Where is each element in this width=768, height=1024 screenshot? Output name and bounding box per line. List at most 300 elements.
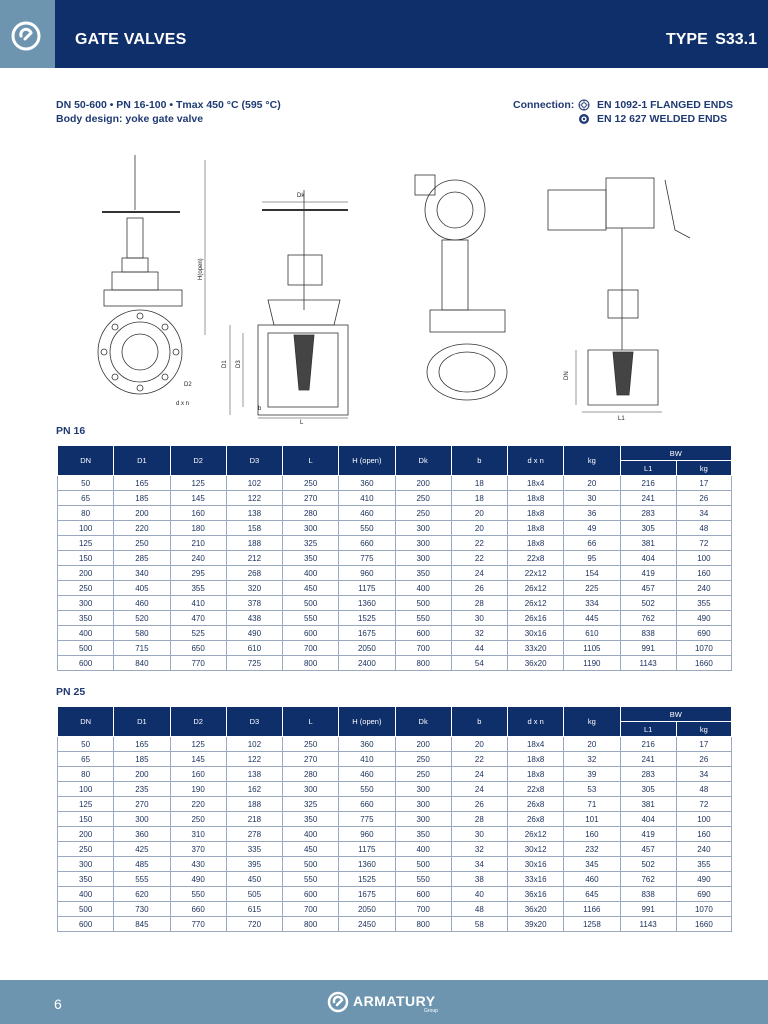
table-cell: 95 xyxy=(564,551,620,566)
table-cell: 525 xyxy=(170,626,226,641)
table-cell: 240 xyxy=(676,581,731,596)
table-cell: 1175 xyxy=(339,842,395,857)
table-cell: 650 xyxy=(170,641,226,656)
b-label: b xyxy=(258,406,262,412)
table-cell: 65 xyxy=(58,752,114,767)
table-cell: 550 xyxy=(170,887,226,902)
table-cell: 960 xyxy=(339,566,395,581)
table-cell: 240 xyxy=(170,551,226,566)
brand-name: ARMATURY xyxy=(353,993,436,1009)
table-cell: 370 xyxy=(170,842,226,857)
table-row xyxy=(58,797,732,812)
brand-sub: Group xyxy=(424,1008,438,1014)
table-cell: 53 xyxy=(564,782,620,797)
table-cell: 460 xyxy=(339,767,395,782)
table-cell: 30x12 xyxy=(508,842,564,857)
table-cell: 720 xyxy=(226,917,282,932)
table-cell: 26x12 xyxy=(508,596,564,611)
table-row xyxy=(58,641,732,656)
table-cell: 550 xyxy=(395,872,451,887)
flanged-ends-icon xyxy=(578,99,590,111)
table-cell: 350 xyxy=(283,551,339,566)
table-cell: 300 xyxy=(395,812,451,827)
welded-ends-icon xyxy=(578,113,590,125)
table-cell: 250 xyxy=(283,476,339,491)
table-row xyxy=(58,842,732,857)
table-cell: 72 xyxy=(676,536,731,551)
table-cell: 490 xyxy=(676,611,731,626)
table-cell: 395 xyxy=(226,857,282,872)
table-cell: 460 xyxy=(339,506,395,521)
table-cell: 610 xyxy=(564,626,620,641)
table-cell: 250 xyxy=(395,506,451,521)
col-header: kg xyxy=(564,446,620,476)
table-cell: 1175 xyxy=(339,581,395,596)
table-cell: 2050 xyxy=(339,641,395,656)
table-cell: 125 xyxy=(58,536,114,551)
table-row xyxy=(58,656,732,671)
table-cell: 345 xyxy=(564,857,620,872)
table-cell: 18x4 xyxy=(508,476,564,491)
pn25-label: PN 25 xyxy=(56,686,86,698)
table-cell: 122 xyxy=(226,752,282,767)
table-cell: 500 xyxy=(395,596,451,611)
table-cell: 1258 xyxy=(564,917,620,932)
page-number: 6 xyxy=(54,996,62,1012)
table-cell: 270 xyxy=(283,752,339,767)
table-cell: 250 xyxy=(170,812,226,827)
table-cell: 200 xyxy=(114,506,170,521)
table-cell: 18x8 xyxy=(508,506,564,521)
table-cell: 26 xyxy=(676,752,731,767)
table-cell: 33x20 xyxy=(508,641,564,656)
table-cell: 1143 xyxy=(620,656,676,671)
table-cell: 188 xyxy=(226,797,282,812)
table-cell: 200 xyxy=(58,566,114,581)
table-cell: 300 xyxy=(395,797,451,812)
table-cell: 26x12 xyxy=(508,827,564,842)
table-cell: 30 xyxy=(451,827,507,842)
col-header: L xyxy=(283,707,339,737)
col-header: L xyxy=(283,446,339,476)
table-cell: 450 xyxy=(283,581,339,596)
table-cell: 250 xyxy=(283,737,339,752)
col-header: DN xyxy=(58,446,114,476)
table-cell: 72 xyxy=(676,797,731,812)
table-cell: 22 xyxy=(451,752,507,767)
table-cell: 240 xyxy=(676,842,731,857)
table-cell: 334 xyxy=(564,596,620,611)
table-cell: 160 xyxy=(170,506,226,521)
side-section-drawing xyxy=(222,190,348,425)
table-cell: 26 xyxy=(676,491,731,506)
d3-label: D3 xyxy=(236,360,242,368)
table-cell: 36x20 xyxy=(508,656,564,671)
table-cell: 300 xyxy=(114,812,170,827)
table-cell: 845 xyxy=(114,917,170,932)
col-header: D2 xyxy=(170,707,226,737)
col-header: d x n xyxy=(508,707,564,737)
table-cell: 58 xyxy=(451,917,507,932)
table-cell: 65 xyxy=(58,491,114,506)
table-cell: 520 xyxy=(114,611,170,626)
table-cell: 600 xyxy=(283,626,339,641)
table-cell: 24 xyxy=(451,566,507,581)
table-cell: 270 xyxy=(114,797,170,812)
table-cell: 250 xyxy=(395,752,451,767)
table-cell: 34 xyxy=(676,506,731,521)
table-cell: 34 xyxy=(451,857,507,872)
table-cell: 310 xyxy=(170,827,226,842)
table-cell: 20 xyxy=(451,506,507,521)
table-cell: 36x20 xyxy=(508,902,564,917)
table-cell: 32 xyxy=(451,842,507,857)
table-cell: 419 xyxy=(620,827,676,842)
table-cell: 300 xyxy=(395,521,451,536)
pn16-label: PN 16 xyxy=(56,425,86,437)
table-cell: 300 xyxy=(283,782,339,797)
col-header: b xyxy=(451,707,507,737)
col-header: Dk xyxy=(395,707,451,737)
table-row xyxy=(58,857,732,872)
table-cell: 138 xyxy=(226,767,282,782)
pn16-table xyxy=(57,445,732,671)
table-cell: 18 xyxy=(451,476,507,491)
table-cell: 220 xyxy=(114,521,170,536)
col-header: D2 xyxy=(170,446,226,476)
table-cell: 138 xyxy=(226,506,282,521)
table-cell: 102 xyxy=(226,476,282,491)
table-cell: 445 xyxy=(564,611,620,626)
table-cell: 1070 xyxy=(676,641,731,656)
table-cell: 33x16 xyxy=(508,872,564,887)
table-cell: 457 xyxy=(620,581,676,596)
table-cell: 150 xyxy=(58,551,114,566)
table-cell: 36 xyxy=(564,506,620,521)
table-cell: 1360 xyxy=(339,857,395,872)
table-cell: 26x8 xyxy=(508,797,564,812)
table-row xyxy=(58,917,732,932)
table-cell: 500 xyxy=(283,596,339,611)
table-cell: 190 xyxy=(170,782,226,797)
table-cell: 700 xyxy=(395,641,451,656)
table-cell: 125 xyxy=(170,476,226,491)
table-cell: 50 xyxy=(58,737,114,752)
table-cell: 770 xyxy=(170,656,226,671)
table-cell: 381 xyxy=(620,797,676,812)
table-cell: 300 xyxy=(395,536,451,551)
d1-label: D1 xyxy=(222,360,228,368)
table-cell: 188 xyxy=(226,536,282,551)
col-header: D1 xyxy=(114,446,170,476)
table-cell: 400 xyxy=(395,581,451,596)
table-cell: 1675 xyxy=(339,626,395,641)
table-cell: 438 xyxy=(226,611,282,626)
table-cell: 2400 xyxy=(339,656,395,671)
table-cell: 762 xyxy=(620,611,676,626)
table-cell: 600 xyxy=(58,656,114,671)
table-cell: 350 xyxy=(58,611,114,626)
table-cell: 450 xyxy=(283,842,339,857)
table-cell: 38 xyxy=(451,872,507,887)
brand-logo xyxy=(326,990,456,1016)
table-cell: 165 xyxy=(114,476,170,491)
spec-line-2: Body design: yoke gate valve xyxy=(56,113,204,125)
table-cell: 490 xyxy=(226,626,282,641)
armatury-logo-icon xyxy=(326,990,350,1014)
table-cell: 250 xyxy=(58,842,114,857)
table-cell: 1105 xyxy=(564,641,620,656)
table-cell: 1190 xyxy=(564,656,620,671)
table-cell: 430 xyxy=(170,857,226,872)
table-cell: 20 xyxy=(451,737,507,752)
table-cell: 241 xyxy=(620,491,676,506)
footer xyxy=(0,980,768,1024)
table-cell: 200 xyxy=(58,827,114,842)
table-cell: 30x16 xyxy=(508,857,564,872)
table-cell: 150 xyxy=(58,812,114,827)
table-cell: 550 xyxy=(339,782,395,797)
table-cell: 360 xyxy=(339,737,395,752)
table-cell: 800 xyxy=(283,656,339,671)
table-cell: 100 xyxy=(58,521,114,536)
table-cell: 457 xyxy=(620,842,676,857)
table-row xyxy=(58,767,732,782)
col-header: kg xyxy=(564,707,620,737)
table-cell: 355 xyxy=(676,596,731,611)
table-cell: 505 xyxy=(226,887,282,902)
table-row xyxy=(58,566,732,581)
table-cell: 20 xyxy=(564,737,620,752)
h-open-label: H(open) xyxy=(198,258,204,280)
table-cell: 1070 xyxy=(676,902,731,917)
table-cell: 66 xyxy=(564,536,620,551)
table-cell: 100 xyxy=(676,551,731,566)
table-cell: 460 xyxy=(564,872,620,887)
table-cell: 800 xyxy=(395,656,451,671)
table-cell: 22x8 xyxy=(508,551,564,566)
table-cell: 725 xyxy=(226,656,282,671)
table-row xyxy=(58,551,732,566)
table-cell: 18x8 xyxy=(508,752,564,767)
table-cell: 39x20 xyxy=(508,917,564,932)
table-cell: 300 xyxy=(58,857,114,872)
table-cell: 102 xyxy=(226,737,282,752)
table-cell: 690 xyxy=(676,887,731,902)
table-cell: 335 xyxy=(226,842,282,857)
table-cell: 154 xyxy=(564,566,620,581)
table-cell: 250 xyxy=(114,536,170,551)
table-cell: 17 xyxy=(676,476,731,491)
col-header: d x n xyxy=(508,446,564,476)
col-header: kg xyxy=(676,722,731,737)
table-cell: 355 xyxy=(676,857,731,872)
spec-block xyxy=(56,98,281,126)
table-row xyxy=(58,827,732,842)
table-cell: 355 xyxy=(170,581,226,596)
table-cell: 216 xyxy=(620,476,676,491)
table-cell: 381 xyxy=(620,536,676,551)
table-cell: 350 xyxy=(58,872,114,887)
connection-flanged-text: EN 1092-1 FLANGED ENDS xyxy=(597,99,733,111)
table-cell: 419 xyxy=(620,566,676,581)
table-cell: 278 xyxy=(226,827,282,842)
table-cell: 490 xyxy=(676,872,731,887)
table-cell: 600 xyxy=(395,626,451,641)
table-cell: 160 xyxy=(564,827,620,842)
table-cell: 490 xyxy=(170,872,226,887)
dxn-label: d x n xyxy=(176,401,190,407)
table-cell: 2050 xyxy=(339,902,395,917)
table-cell: 44 xyxy=(451,641,507,656)
bw-group-header: BW xyxy=(620,446,732,461)
spec-line-1: DN 50-600 • PN 16-100 • Tmax 450 °C (595 °C) xyxy=(56,99,281,111)
col-header: DN xyxy=(58,707,114,737)
table-cell: 18x4 xyxy=(508,737,564,752)
table-row xyxy=(58,887,732,902)
actuated-front-view-drawing xyxy=(415,175,507,400)
table-cell: 400 xyxy=(283,566,339,581)
table-cell: 660 xyxy=(339,797,395,812)
table-cell: 48 xyxy=(676,521,731,536)
table-cell: 350 xyxy=(395,827,451,842)
table-cell: 502 xyxy=(620,596,676,611)
table-cell: 101 xyxy=(564,812,620,827)
table-cell: 700 xyxy=(283,641,339,656)
table-cell: 28 xyxy=(451,812,507,827)
table-cell: 18x8 xyxy=(508,491,564,506)
table-cell: 280 xyxy=(283,767,339,782)
table-cell: 550 xyxy=(339,521,395,536)
table-cell: 1525 xyxy=(339,872,395,887)
table-cell: 450 xyxy=(226,872,282,887)
col-header: kg xyxy=(676,461,731,476)
table-cell: 18x8 xyxy=(508,521,564,536)
table-row xyxy=(58,752,732,767)
table-cell: 840 xyxy=(114,656,170,671)
dn-label: DN xyxy=(564,371,570,380)
col-header: Dk xyxy=(395,446,451,476)
table-cell: 122 xyxy=(226,491,282,506)
table-cell: 50 xyxy=(58,476,114,491)
table-row xyxy=(58,596,732,611)
table-cell: 838 xyxy=(620,887,676,902)
technical-drawings xyxy=(90,150,730,425)
table-row xyxy=(58,611,732,626)
table-row xyxy=(58,491,732,506)
table-cell: 200 xyxy=(395,737,451,752)
table-cell: 775 xyxy=(339,551,395,566)
table-cell: 26x16 xyxy=(508,611,564,626)
table-cell: 378 xyxy=(226,596,282,611)
table-cell: 24 xyxy=(451,782,507,797)
table-cell: 460 xyxy=(114,596,170,611)
table-cell: 160 xyxy=(676,827,731,842)
table-cell: 400 xyxy=(58,626,114,641)
table-cell: 991 xyxy=(620,902,676,917)
table-cell: 700 xyxy=(283,902,339,917)
table-row xyxy=(58,626,732,641)
table-cell: 250 xyxy=(58,581,114,596)
col-header: L1 xyxy=(620,461,676,476)
table-cell: 30 xyxy=(451,611,507,626)
table-cell: 550 xyxy=(283,872,339,887)
table-cell: 500 xyxy=(58,902,114,917)
table-cell: 305 xyxy=(620,521,676,536)
col-header: D3 xyxy=(226,707,282,737)
table-cell: 320 xyxy=(226,581,282,596)
table-cell: 20 xyxy=(451,521,507,536)
table-cell: 22x12 xyxy=(508,566,564,581)
company-logo-icon xyxy=(0,0,55,68)
table-cell: 1675 xyxy=(339,887,395,902)
table-cell: 660 xyxy=(339,536,395,551)
table-cell: 18 xyxy=(451,491,507,506)
table-cell: 235 xyxy=(114,782,170,797)
table-cell: 28 xyxy=(451,596,507,611)
table-cell: 270 xyxy=(283,491,339,506)
table-cell: 600 xyxy=(395,887,451,902)
table-cell: 470 xyxy=(170,611,226,626)
table-cell: 350 xyxy=(283,812,339,827)
table-cell: 26x8 xyxy=(508,812,564,827)
table-cell: 32 xyxy=(564,752,620,767)
table-cell: 125 xyxy=(58,797,114,812)
table-row xyxy=(58,872,732,887)
table-cell: 800 xyxy=(283,917,339,932)
pn25-table xyxy=(57,706,732,932)
table-cell: 26 xyxy=(451,581,507,596)
d2-label: D2 xyxy=(184,382,192,388)
table-cell: 991 xyxy=(620,641,676,656)
table-cell: 30x16 xyxy=(508,626,564,641)
table-cell: 325 xyxy=(283,536,339,551)
table-cell: 715 xyxy=(114,641,170,656)
table-cell: 2450 xyxy=(339,917,395,932)
table-cell: 300 xyxy=(283,521,339,536)
table-cell: 600 xyxy=(58,917,114,932)
table-cell: 71 xyxy=(564,797,620,812)
table-cell: 125 xyxy=(170,737,226,752)
table-cell: 250 xyxy=(395,767,451,782)
table-cell: 960 xyxy=(339,827,395,842)
table-cell: 158 xyxy=(226,521,282,536)
table-cell: 30 xyxy=(564,491,620,506)
table-cell: 283 xyxy=(620,767,676,782)
table-cell: 48 xyxy=(676,782,731,797)
table-cell: 180 xyxy=(170,521,226,536)
table-cell: 145 xyxy=(170,752,226,767)
table-cell: 500 xyxy=(395,857,451,872)
table-cell: 404 xyxy=(620,551,676,566)
table-cell: 400 xyxy=(283,827,339,842)
l1-label: L1 xyxy=(618,416,625,422)
table-row xyxy=(58,536,732,551)
connection-welded-text: EN 12 627 WELDED ENDS xyxy=(597,113,728,125)
table-cell: 340 xyxy=(114,566,170,581)
col-header: b xyxy=(451,446,507,476)
table-cell: 165 xyxy=(114,737,170,752)
table-cell: 1166 xyxy=(564,902,620,917)
table-cell: 500 xyxy=(283,857,339,872)
table-cell: 500 xyxy=(58,641,114,656)
table-cell: 100 xyxy=(676,812,731,827)
actuated-side-view-drawing xyxy=(548,178,690,422)
table-cell: 26x12 xyxy=(508,581,564,596)
table-cell: 216 xyxy=(620,737,676,752)
table-cell: 162 xyxy=(226,782,282,797)
table-cell: 160 xyxy=(676,566,731,581)
